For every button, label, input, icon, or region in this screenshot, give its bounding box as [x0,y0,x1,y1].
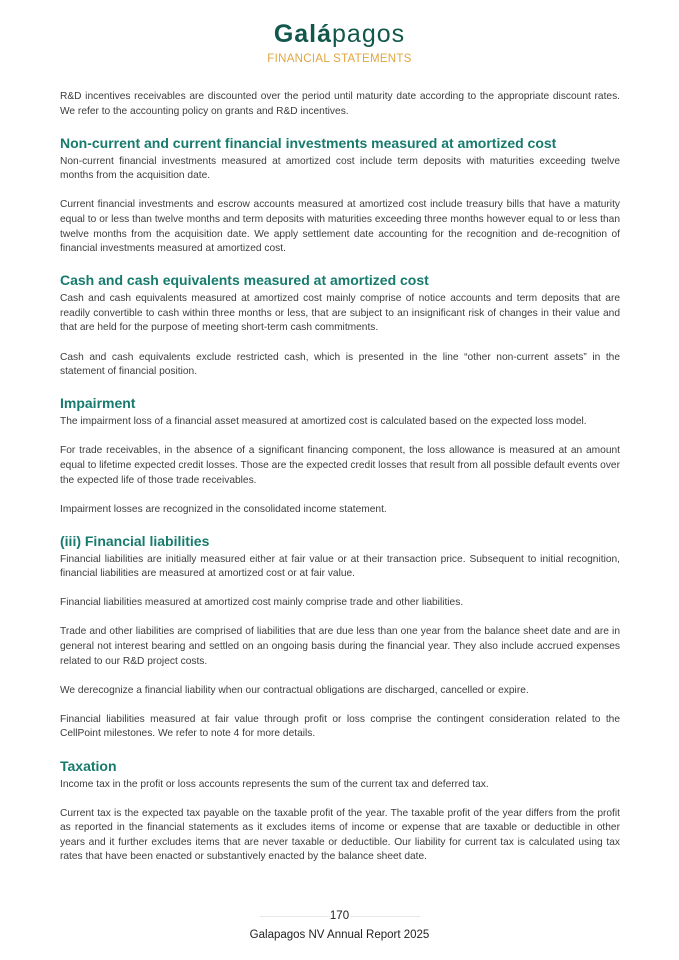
heading-financial-liabilities: (iii) Financial liabilities [60,532,210,549]
report-title: Galapagos NV Annual Report 2025 [249,929,430,941]
logo-light-part: pagos [332,20,406,48]
paragraph-current-tax: Current tax is the expected tax payable on the taxable profit of the year. The taxable profit of the year differs from the profit as reported in the financial statements as it excludes items of income or expense that are taxable or deductible in other years and it further excludes items that are never taxable or deductible. Our liability for current tax is calculated using tax rates that have been enacted or substantively enacted by the balance sheet date. [60,807,620,863]
heading-impairment: Impairment [60,395,136,412]
paragraph-current-investments: Current financial investments and escrow accounts measured at amortized cost include treasury bills that have a maturity equal to or less than twelve months and term deposits with maturities exceeding three months however equal to or less than twelve months from the acquisition date. We apply settlement date accounting for the recognition and de-recognition of financial investments measured at amortized cost. [60,199,620,255]
footer-rule-left [260,916,330,917]
paragraph-impairment-recognition: Impairment losses are recognized in the consolidated income statement. [60,503,387,515]
paragraph-derecognition: We derecognize a financial liability when our contractual obligations are discharged, cancelled or expire. [60,684,529,696]
paragraph-liabilities-measurement: Financial liabilities are initially measured either at fair value or at their transaction price. Subsequent to initial recognition, financial liabilities are measured at amortized cost or at fair value. [60,553,620,580]
document-body [60,90,620,880]
heading-cash-equivalents: Cash and cash equivalents measured at amortized cost [60,272,429,289]
section-label: FINANCIAL STATEMENTS [267,53,412,65]
page-header [0,20,679,66]
paragraph-trade-liabilities: Trade and other liabilities are comprised of liabilities that are due less than one year from the balance sheet date and are in general not interest bearing and settled on an ongoing basis during the financial year. They also include accrued expenses related to our R&D project costs. [60,626,620,667]
paragraph-trade-receivables: For trade receivables, in the absence of a significant financing component, the loss allowance is measured at an amount equal to lifetime expected credit losses. Those are the expected credit losses that result from all possible default events over the expected life of those trade receivables. [60,445,620,486]
paragraph-fair-value-liabilities: Financial liabilities measured at fair value through profit or loss comprise the contingent consideration related to the CellPoint milestones. We refer to note 4 for more details. [60,713,620,740]
paragraph-restricted-cash: Cash and cash equivalents exclude restricted cash, which is presented in the line “other non-current assets” in the statement of financial position. [60,351,620,378]
paragraph-cash-definition: Cash and cash equivalents measured at amortized cost mainly comprise of notice accounts and term deposits that are readily convertible to cash within three months or less, that are subject to an insignificant risk of changes in their value and that are held for the purpose of meeting short-term cash commitments. [60,293,620,334]
company-logo [0,20,679,48]
logo-bold-part: Galá [273,20,333,48]
footer-rule-right [350,916,420,917]
paragraph-income-tax: Income tax in the profit or loss accounts represents the sum of the current tax and deferred tax. [60,778,489,790]
paragraph-rd-incentives: R&D incentives receivables are discounted over the period until maturity date according to the appropriate discount rates. We refer to the accounting policy on grants and R&D incentives. [60,91,620,117]
page-number: 170 [329,910,350,922]
heading-financial-investments: Non-current and current financial investments measured at amortized cost [60,134,557,151]
paragraph-liabilities-amortized: Financial liabilities measured at amortized cost mainly comprise trade and other liabilities. [60,597,464,609]
heading-taxation: Taxation [60,757,117,774]
paragraph-noncurrent-investments: Non-current financial investments measured at amortized cost include term deposits with maturities exceeding twelve months from the acquisition date. [60,155,620,182]
paragraph-impairment-model: The impairment loss of a financial asset measured at amortized cost is calculated based on the expected loss model. [60,416,587,428]
page-footer [0,908,679,943]
